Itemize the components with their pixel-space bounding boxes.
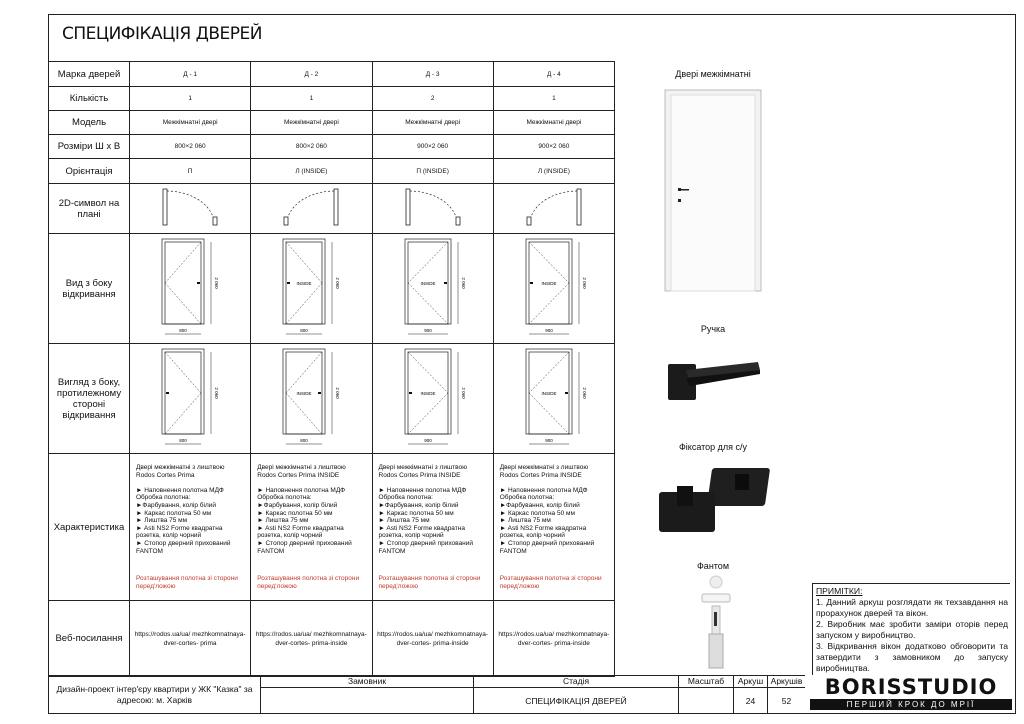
height-dimension: 2 060: [581, 276, 587, 289]
characteristic-line: Двері межкімнатні з лиштвою: [136, 464, 225, 471]
sheet-name: СПЕЦИФІКАЦІЯ ДВЕРЕЙ: [473, 687, 678, 714]
characteristic-line: [500, 479, 610, 487]
characteristic-line: ► Наповнення полотна МДФ: [136, 486, 224, 494]
characteristic-line: ►Фарбування, колір білий: [378, 501, 459, 509]
row-view-open: [49, 234, 615, 344]
swing-line: [165, 393, 201, 434]
project-name: Дизайн-проект інтер'єру квартири у ЖК "Казка" за адресою: м. Харків: [48, 675, 260, 714]
width-dimension: 900: [423, 327, 432, 333]
sheet-number: 24: [733, 687, 767, 714]
customer-label: Замовник: [260, 675, 473, 687]
row-web: [49, 601, 615, 677]
customer-value: [260, 687, 473, 714]
cell: [493, 234, 614, 344]
row-mark: [49, 62, 615, 87]
characteristic-line: ► Asti NS2 Forme квадратна: [257, 524, 344, 532]
cell: П (INSIDE): [372, 159, 493, 184]
sheet-label: Аркуш: [733, 675, 767, 687]
cell: Д - 3: [372, 62, 493, 87]
characteristic-line: Rodos Cortes Prima INSIDE: [257, 471, 340, 479]
characteristic-line: [136, 479, 246, 487]
row-orientation: [49, 159, 615, 184]
door-elevation: [135, 236, 245, 340]
cell: Л (INSIDE): [493, 159, 614, 184]
lock-photo: [655, 462, 775, 542]
row-qty: [49, 87, 615, 111]
door-frame: [162, 349, 204, 434]
width-dimension: 900: [545, 437, 553, 443]
notes-block: [812, 583, 1010, 675]
cell: [251, 184, 372, 234]
characteristic-line: ► Стопор дверний прихований: [378, 539, 473, 547]
cell: [493, 184, 614, 234]
row-label: Характеристика: [49, 454, 130, 601]
cell: Л (INSIDE): [251, 159, 372, 184]
characteristic-line: ► Каркас полотна 50 мм: [499, 509, 575, 517]
characteristics-cell: [372, 454, 493, 601]
cell: Д - 4: [493, 62, 614, 87]
placement-note: Розташування полотна зі сторони перед'ложою: [257, 575, 360, 590]
characteristic-line: ► Каркас полотна 50 мм: [378, 509, 454, 517]
swing-line: [286, 390, 322, 434]
swing-line: [286, 352, 322, 393]
note-item: 2. Виробник має зробити заміри оторів перед запуском у виробництво.: [816, 619, 1008, 640]
cell: Д - 2: [251, 62, 372, 87]
characteristic-line: ► Наповнення полотна МДФ: [499, 486, 588, 494]
stage-label: Стадія: [473, 675, 678, 687]
handle-mark: [197, 282, 200, 284]
width-dimension: 800: [179, 437, 187, 443]
note-item: 1. Данний аркуш розглядати як техзавдання на прорахунок дверей та вікон.: [816, 597, 1008, 618]
door-spec-table: [48, 61, 615, 677]
scale-label: Масштаб: [678, 675, 733, 687]
characteristic-line: [379, 479, 489, 487]
inside-label: INSIDE: [296, 390, 312, 396]
cell: [372, 344, 493, 454]
cell: [130, 184, 251, 234]
characteristics-cell: [493, 454, 614, 601]
inside-label: INSIDE: [420, 280, 436, 286]
row-2d-symbol: [49, 184, 615, 234]
door-photo: [663, 88, 763, 293]
swing-line: [408, 352, 448, 393]
width-dimension: 900: [423, 437, 432, 443]
row-label: Орієнтація: [49, 159, 130, 184]
sheets-total: 52: [767, 687, 805, 714]
web-link[interactable]: https://rodos.ua/ua/ mezhkomnatnaya-dver-cortes- prima-inside: [493, 601, 614, 677]
cell: Межкімнатні двері: [493, 111, 614, 135]
web-link[interactable]: https://rodos.ua/ua/ mezhkomnatnaya-dver-cortes- prima-inside: [251, 601, 372, 677]
swing-line: [529, 242, 569, 283]
note-item: 3. Відкривання вікон додатково обговорити та затвердити з замовником до запуску виробництва.: [816, 641, 1008, 673]
door-elevation: [499, 346, 609, 450]
characteristic-line: ► Наповнення полотна МДФ: [378, 486, 467, 494]
characteristic-line: FANTOM: [136, 547, 163, 555]
characteristic-line: Двері межкімнатні з лиштвою: [257, 464, 346, 471]
cell: 1: [130, 87, 251, 111]
swing-line: [529, 352, 569, 393]
characteristic-line: ► Каркас полотна 50 мм: [136, 509, 212, 517]
row-label: Вид з боку відкривання: [49, 234, 130, 344]
width-dimension: 800: [300, 327, 309, 333]
cell: 1: [251, 87, 372, 111]
height-dimension: 2 060: [460, 386, 466, 399]
web-link[interactable]: https://rodos.ua/ua/ mezhkomnatnaya-dver-cortes- prima-inside: [372, 601, 493, 677]
characteristic-line: ► Стопор дверний прихований: [136, 539, 231, 547]
cell: 900×2 060: [372, 135, 493, 159]
page-title: СПЕЦИФІКАЦІЯ ДВЕРЕЙ: [62, 24, 262, 44]
characteristic-line: Rodos Cortes Prima INSIDE: [378, 471, 461, 479]
fantom-photo: [692, 572, 742, 672]
swing-line: [286, 280, 322, 324]
swing-line: [529, 280, 569, 324]
handle-mark: [444, 282, 447, 284]
cell: [372, 234, 493, 344]
door-elevation: [499, 236, 609, 340]
height-dimension: 2 060: [581, 386, 587, 399]
characteristic-line: Rodos Cortes Prima INSIDE: [499, 471, 582, 479]
characteristic-line: Rodos Cortes Prima: [136, 471, 195, 479]
swing-line: [529, 390, 569, 434]
door-leaf: [165, 352, 201, 434]
inside-label: INSIDE: [541, 390, 557, 396]
characteristic-line: ► Лиштва 75 мм: [257, 517, 309, 525]
swing-line: [165, 352, 201, 393]
characteristic-line: ►Фарбування, колір білий: [257, 501, 338, 509]
placement-note: Розташування полотна зі сторони перед'ложою: [136, 575, 238, 590]
characteristic-line: ►Фарбування, колір білий: [136, 501, 217, 509]
cell: 800×2 060: [130, 135, 251, 159]
placement-note: Розташування полотна зі сторони перед'ложою: [378, 575, 481, 590]
characteristic-line: ► Лиштва 75 мм: [378, 517, 430, 525]
row-label: Веб-посилання: [49, 601, 130, 677]
cell: [251, 234, 372, 344]
scale-value: [678, 687, 733, 714]
cell: [130, 234, 251, 344]
door-photo-label: Двері межкімнатні: [675, 69, 751, 79]
door-leaf: [165, 242, 201, 324]
handle-mark: [166, 392, 169, 394]
characteristic-line: ► Лиштва 75 мм: [136, 517, 188, 525]
characteristic-line: [257, 479, 367, 487]
width-dimension: 900: [545, 327, 553, 333]
door-elevation: [256, 236, 366, 340]
characteristic-line: розетка, колір чорний: [378, 532, 444, 540]
inside-label: INSIDE: [541, 280, 557, 286]
swing-line: [408, 280, 448, 324]
door-elevation: [378, 346, 488, 450]
characteristic-line: ► Стопор дверний прихований: [257, 539, 352, 547]
swing-line: [165, 242, 201, 283]
characteristic-line: ► Asti NS2 Forme квадратна: [136, 524, 223, 532]
characteristic-line: ► Каркас полотна 50 мм: [257, 509, 333, 517]
characteristic-line: Обробка полотна:: [378, 494, 433, 502]
row-size: [49, 135, 615, 159]
row-label: Марка дверей: [49, 62, 130, 87]
row-label: Розміри Ш х В: [49, 135, 130, 159]
height-dimension: 2 060: [335, 276, 341, 289]
characteristic-line: ►Фарбування, колір білий: [499, 501, 580, 509]
row-model: [49, 111, 615, 135]
swing-line: [286, 242, 322, 283]
placement-note: Розташування полотна зі сторони перед'ложою: [499, 575, 602, 590]
characteristic-line: розетка, колір чорний: [136, 532, 202, 540]
characteristic-line: ► Asti NS2 Forme квадратна: [499, 524, 587, 532]
row-label: Кількість: [49, 87, 130, 111]
door-plan-symbol: [276, 187, 346, 229]
characteristic-line: ► Стопор дверний прихований: [499, 539, 595, 547]
inside-label: INSIDE: [296, 280, 312, 286]
cell: [372, 184, 493, 234]
characteristic-line: FANTOM: [499, 547, 527, 555]
swing-line: [408, 242, 448, 283]
characteristics-cell: [251, 454, 372, 601]
cell: П: [130, 159, 251, 184]
handle-mark: [565, 392, 568, 394]
cell: [130, 344, 251, 454]
web-link[interactable]: https://rodos.ua/ua/ mezhkomnatnaya-dver-cortes- prima: [130, 601, 251, 677]
cell: Межкімнатні двері: [372, 111, 493, 135]
cell: [493, 344, 614, 454]
height-dimension: 2 060: [335, 386, 341, 399]
handle-mark: [530, 282, 533, 284]
cell: Межкімнатні двері: [130, 111, 251, 135]
handle-mark: [287, 282, 290, 284]
height-dimension: 2 060: [214, 386, 220, 399]
swing-line: [408, 390, 448, 434]
characteristic-line: ► Наповнення полотна МДФ: [257, 486, 346, 494]
door-elevation: [378, 236, 488, 340]
logo-slogan: ПЕРШИЙ КРОК ДО МРІЇ: [810, 699, 1012, 710]
characteristic-line: Обробка полотна:: [499, 494, 555, 502]
cell: 1: [493, 87, 614, 111]
studio-logo: [806, 676, 1016, 714]
characteristic-line: ► Asti NS2 Forme квадратна: [378, 524, 465, 532]
row-label: Модель: [49, 111, 130, 135]
door-plan-symbol: [155, 187, 225, 229]
cell: Межкімнатні двері: [251, 111, 372, 135]
characteristic-line: ► Лиштва 75 мм: [499, 517, 551, 525]
characteristic-line: розетка, колір чорний: [499, 532, 565, 540]
door-plan-symbol: [519, 187, 589, 229]
row-label: Вигляд з боку, протилежному стороні відкривання: [49, 344, 130, 454]
door-frame: [162, 239, 204, 324]
characteristic-line: Двері межкімнатні з лиштвою: [378, 464, 468, 471]
inside-label: INSIDE: [420, 390, 436, 396]
lock-photo-label: Фіксатор для с/у: [678, 442, 748, 452]
width-dimension: 800: [300, 437, 309, 443]
swing-line: [165, 283, 201, 324]
handle-photo-label: Ручка: [700, 324, 726, 334]
characteristic-line: Двері межкімнатні з лиштвою: [499, 464, 589, 471]
characteristic-line: Обробка полотна:: [257, 494, 312, 502]
sheets-label: Аркушів: [767, 675, 805, 687]
characteristic-line: FANTOM: [257, 547, 285, 555]
door-elevation: [135, 346, 245, 450]
row-view-opposite: [49, 344, 615, 454]
cell: Д - 1: [130, 62, 251, 87]
characteristic-line: Обробка полотна:: [136, 494, 191, 502]
cell: [251, 344, 372, 454]
handle-mark: [409, 392, 412, 394]
cell: 900×2 060: [493, 135, 614, 159]
row-label: 2D-символ на плані: [49, 184, 130, 234]
characteristic-line: розетка, колір чорний: [257, 532, 323, 540]
cell: 800×2 060: [251, 135, 372, 159]
notes-title: ПРИМІТКИ:: [816, 586, 863, 596]
handle-photo: [664, 352, 764, 412]
cell: 2: [372, 87, 493, 111]
door-elevation: [256, 346, 366, 450]
height-dimension: 2 060: [214, 276, 220, 289]
height-dimension: 2 060: [460, 276, 466, 289]
fantom-photo-label: Фантом: [696, 561, 730, 571]
characteristics-cell: [130, 454, 251, 601]
width-dimension: 800: [179, 327, 187, 333]
logo-name: BORISSTUDIO: [824, 675, 998, 699]
handle-mark: [318, 392, 321, 394]
characteristic-line: FANTOM: [378, 547, 406, 555]
door-plan-symbol: [398, 187, 468, 229]
row-characteristics: [49, 454, 615, 601]
